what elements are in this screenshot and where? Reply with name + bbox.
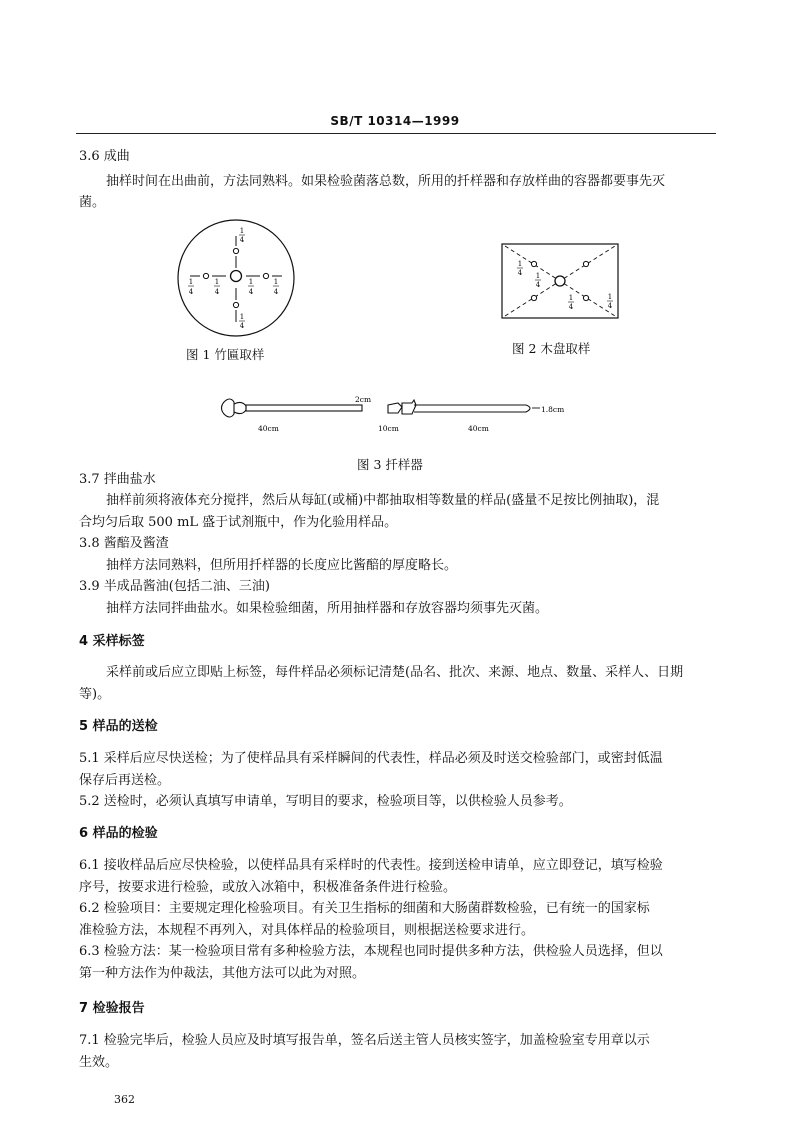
length-label-40cm-b: 40cm bbox=[468, 424, 489, 433]
header-rule bbox=[76, 133, 716, 134]
sample-point-upper-left bbox=[531, 261, 536, 266]
fraction-label bbox=[607, 293, 613, 310]
page-number: 362 bbox=[114, 1093, 135, 1106]
section-3-6-text-line1: 抽样时间在出曲前，方法同熟料。如果检验菌落总数，所用的扦样器和存放样曲的容器都要事先灭 bbox=[106, 174, 666, 189]
section-3-8-text-line1: 抽样方法同熟料，但所用扦样器的长度应比酱醅的厚度略长。 bbox=[106, 558, 458, 573]
section-6-3-text-line1: 6.3 检验方法：某一检验项目常有多种检验方法，本规程也同时提供多种方法，供检验人员选择，但以 bbox=[79, 944, 663, 959]
section-4-text-line1: 采样前或后应立即贴上标签，每件样品必须标记清楚(品名、批次、来源、地点、数量、采样人、日期 bbox=[106, 665, 684, 680]
svg-text:1: 1 bbox=[273, 278, 279, 286]
svg-text:4: 4 bbox=[273, 288, 279, 296]
svg-text:1: 1 bbox=[188, 278, 194, 286]
section-5-1-text-line2: 保存后再送检。 bbox=[79, 773, 171, 788]
section-3-6-text-line2: 菌。 bbox=[79, 195, 106, 210]
section-7-heading: 7 检验报告 bbox=[79, 1001, 145, 1016]
sampler-handle-rod bbox=[222, 399, 363, 417]
fraction-label bbox=[517, 260, 523, 277]
figure-1-caption: 图 1 竹匾取样 bbox=[186, 347, 265, 362]
sample-point-lower-left bbox=[531, 295, 536, 300]
sample-point-left bbox=[203, 273, 208, 278]
svg-text:4: 4 bbox=[535, 281, 541, 289]
section-3-7-text-line1: 抽样前须将液体充分搅拌，然后从每缸(或桶)中都抽取相等数量的样品(盛量不足按比例抽取)，混 bbox=[106, 493, 660, 508]
figure-2-wooden-tray-diagram bbox=[500, 242, 622, 320]
fraction-label bbox=[239, 227, 245, 244]
quarter-fraction-labels bbox=[517, 260, 613, 311]
diameter-label-1-8cm: 1.8cm bbox=[541, 405, 565, 414]
section-6-heading: 6 样品的检验 bbox=[79, 826, 158, 841]
section-6-3-text-line2: 第一种方法作为仲裁法，其他方法可以此为对照。 bbox=[79, 966, 366, 981]
svg-text:1: 1 bbox=[568, 294, 574, 302]
svg-text:1: 1 bbox=[214, 278, 220, 286]
section-3-8-heading: 3.8 酱醅及酱渣 bbox=[79, 536, 169, 551]
svg-text:1: 1 bbox=[239, 227, 245, 235]
sampler-tube-rod bbox=[388, 400, 540, 414]
section-3-9-text-line1: 抽样方法同拌曲盐水。如果检验细菌，所用抽样器和存放容器均须事先灭菌。 bbox=[106, 601, 549, 616]
section-7-1-text-line1: 7.1 检验完毕后，检验人员应及时填写报告单，签名后送主管人员核实签字，加盖检验室专用章以示 bbox=[79, 1033, 650, 1048]
section-5-2-text-line1: 5.2 送检时，必须认真填写申请单，写明目的要求，检验项目等，以供检验人员参考。 bbox=[79, 794, 572, 809]
figure-2-caption: 图 2 木盘取样 bbox=[512, 341, 591, 356]
svg-text:4: 4 bbox=[214, 288, 220, 296]
section-5-heading: 5 样品的送检 bbox=[79, 719, 158, 734]
section-6-1-text-line2: 序号，按要求进行检验，或放入冰箱中，积极准备条件进行检验。 bbox=[79, 880, 457, 895]
section-6-1-text-line1: 6.1 接收样品后应尽快检验，以使样品具有采样时的代表性。接到送检申请单，应立即登记，填写检验 bbox=[79, 858, 663, 873]
sample-point-bottom bbox=[233, 302, 238, 307]
fraction-label bbox=[188, 278, 194, 296]
svg-text:4: 4 bbox=[239, 322, 245, 330]
svg-text:4: 4 bbox=[248, 288, 254, 296]
length-label-10cm: 10cm bbox=[378, 424, 399, 433]
section-4-text-line2: 等)。 bbox=[79, 687, 111, 702]
sample-point-top bbox=[233, 248, 238, 253]
section-7-1-text-line2: 生效。 bbox=[79, 1055, 119, 1070]
svg-text:1: 1 bbox=[239, 313, 245, 321]
section-5-1-text-line1: 5.1 采样后应尽快送检；为了使样品具有采样瞬间的代表性，样品必须及时送交检验部门，或密封低温 bbox=[79, 751, 663, 766]
svg-text:1: 1 bbox=[248, 278, 254, 286]
center-sample-point bbox=[231, 271, 242, 282]
fraction-label bbox=[568, 294, 574, 311]
standard-code-header: SB/T 10314—1999 bbox=[330, 114, 460, 128]
section-6-2-text-line1: 6.2 检验项目：主要规定理化检验项目。有关卫生指标的细菌和大肠菌群数检验，已有统一的国家标 bbox=[79, 901, 650, 916]
sample-point-right bbox=[263, 273, 268, 278]
fraction-label bbox=[214, 278, 220, 296]
svg-text:4: 4 bbox=[568, 303, 574, 311]
svg-text:1: 1 bbox=[535, 272, 541, 280]
section-3-7-heading: 3.7 拌曲盐水 bbox=[79, 472, 156, 487]
length-label-40cm-a: 40cm bbox=[258, 424, 279, 433]
svg-text:4: 4 bbox=[188, 288, 194, 296]
fraction-label bbox=[273, 278, 279, 296]
section-6-2-text-line2: 准检验方法，本规程不再列入，对具体样品的检验项目，则根据送检要求进行。 bbox=[79, 923, 535, 938]
svg-text:4: 4 bbox=[517, 269, 523, 277]
svg-text:4: 4 bbox=[607, 302, 613, 310]
figure-1-bamboo-tray-diagram bbox=[176, 218, 298, 340]
sample-point-lower-right bbox=[583, 295, 588, 300]
figure-3-caption: 图 3 扦样器 bbox=[357, 457, 423, 472]
fraction-label bbox=[535, 272, 541, 289]
section-3-6-heading: 3.6 成曲 bbox=[79, 149, 130, 164]
svg-text:1: 1 bbox=[607, 293, 613, 301]
center-sample-point bbox=[555, 276, 565, 286]
sample-point-upper-right bbox=[583, 261, 588, 266]
section-4-heading: 4 采样标签 bbox=[79, 634, 145, 649]
section-3-9-heading: 3.9 半成品酱油(包括二油、三油) bbox=[79, 579, 270, 594]
figure-3-sampler-diagram bbox=[216, 388, 576, 438]
fraction-label bbox=[248, 278, 254, 296]
length-label-2cm: 2cm bbox=[355, 395, 372, 404]
fraction-label bbox=[239, 313, 245, 330]
svg-text:4: 4 bbox=[239, 236, 245, 244]
section-3-7-text-line2: 合均匀后取 500 mL 盛于试剂瓶中，作为化验用样品。 bbox=[79, 515, 398, 530]
svg-text:1: 1 bbox=[517, 260, 523, 268]
